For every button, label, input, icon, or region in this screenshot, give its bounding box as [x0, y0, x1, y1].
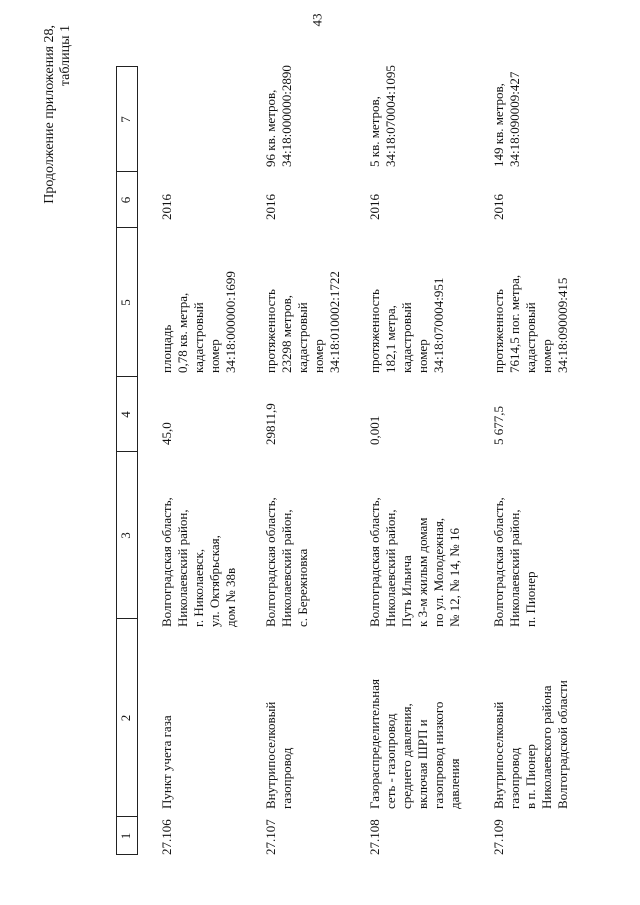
row-number: 27.106: [159, 819, 174, 855]
column-number: 1: [118, 832, 133, 840]
column-number: 6: [118, 196, 133, 204]
object-characteristic: протяженность 7614,5 пог. метра, кадастровый номер 34:18:090009:415: [491, 274, 570, 373]
object-characteristic: протяженность 23298 метров, кадастровый номер 34:18:010002:1722: [263, 271, 342, 373]
continuation-heading: Продолжение приложения 28, таблицы 1: [42, 25, 73, 204]
object-land: 5 кв. метров, 34:18:070004:1095: [367, 65, 398, 167]
object-value: 29811,9: [263, 403, 278, 445]
object-characteristic: протяженность 182,1 метра, кадастровый номер 34:18:070004:951: [367, 277, 446, 373]
object-land: 149 кв. метров, 34:18:090009:427: [491, 71, 522, 167]
object-year: 2016: [263, 194, 278, 220]
column-number: 7: [118, 116, 133, 123]
object-address: Волгоградская область, Николаевский район, с. Бережновка: [263, 497, 310, 627]
object-name: Газораспределительная сеть - газопровод среднего давления, включая ШРП и газопровод низкого давления: [367, 678, 462, 809]
object-value: 0,001: [367, 415, 382, 445]
object-characteristic: площадь 0,78 кв. метра, кадастровый номер 34:18:000000:1699: [159, 271, 238, 373]
column-number: 4: [118, 411, 133, 418]
row-number: 27.109: [491, 819, 506, 855]
object-name: Внутрипоселковый газопровод: [263, 701, 294, 809]
object-address: Волгоградская область, Николаевский район, п. Пионер: [491, 497, 538, 627]
object-year: 2016: [159, 194, 174, 220]
object-name: Внутрипоселковый газопровод в п. Пионер Николаевского района Волгоградской области: [491, 680, 570, 809]
object-name: Пункт учета газа: [159, 715, 174, 809]
object-land: 96 кв. метров, 34:18:000000:2890: [263, 65, 294, 167]
header-bottom-border: [137, 66, 138, 855]
column-number: 3: [118, 532, 133, 539]
table-top-border: [116, 66, 117, 855]
object-year: 2016: [491, 194, 506, 220]
object-address: Волгоградская область, Николаевский район, Путь Ильича к 3-м жилым домам по ул. Молодежная, № 12, № 14, № 16: [367, 497, 462, 627]
object-value: 45,0: [159, 422, 174, 445]
page-number: 43: [309, 13, 325, 27]
object-address: Волгоградская область, Николаевский район, г. Николаевск, ул. Октябрьская, дом № 38в: [159, 497, 238, 627]
object-year: 2016: [367, 194, 382, 220]
object-value: 5 677,5: [491, 406, 506, 445]
row-number: 27.107: [263, 819, 278, 855]
column-number: 5: [118, 299, 133, 306]
row-number: 27.108: [367, 819, 382, 855]
column-number: 2: [118, 714, 133, 722]
